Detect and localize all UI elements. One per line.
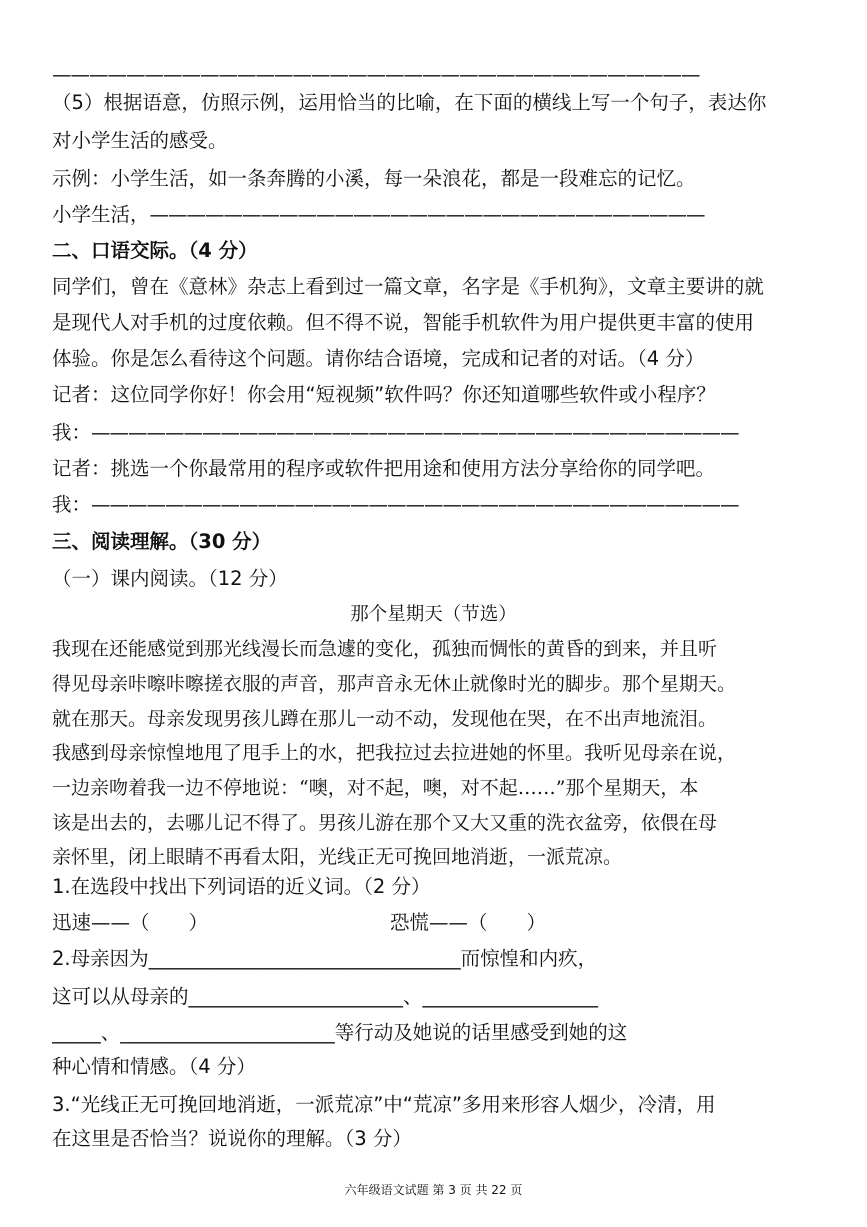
question-2-line-4: 种心情和情感。（4 分） [52, 1055, 256, 1078]
section-2-paragraph-line-2: 是现代人对手机的过度依赖。但不得不说，智能手机软件为用户提供更丰富的使用 [52, 311, 755, 334]
answer-rule: —————————————————————————————— [149, 203, 705, 226]
passage-line: 一边亲吻着我一边不停地说：“噢，对不起，噢，对不起……”那个星期天，本 [52, 777, 699, 799]
question-3-line-2: 在这里是否恰当？说说你的理解。（3 分） [52, 1127, 412, 1150]
my-answer-1-rule: ——————————————————————————————————— [91, 421, 739, 444]
my-answer-2-rule: ——————————————————————————————————— [91, 493, 739, 516]
section-2-paragraph-line-3: 体验。你是怎么看待这个问题。请你结合语境，完成和记者的对话。（4 分） [52, 347, 705, 370]
passage-line: 得见母亲咔嚓咔嚓搓衣服的声音，那声音永无休止就像时光的脚步。那个星期天。 [52, 673, 737, 695]
question-5-line-1: （5）根据语意，仿照示例，运用恰当的比喻，在下面的横线上写一个句子，表达你 [52, 91, 767, 114]
answer-line [52, 202, 817, 228]
my-answer-2-prefix: 我： [52, 493, 92, 516]
my-answer-1-prefix: 我： [52, 421, 92, 444]
passage-line: 我现在还能感觉到那光线漫长而急遽的变化，孤独而惆怅的黄昏的到来，并且听 [52, 638, 718, 660]
section-3-heading: 三、阅读理解。（30 分） [52, 530, 272, 553]
my-answer-1 [52, 420, 817, 446]
example-sentence: 示例：小学生活，如一条奔腾的小溪，每一朵浪花，都是一段难忘的记忆。 [52, 167, 696, 190]
reporter-question-1: 记者：这位同学你好！你会用“短视频”软件吗？你还知道哪些软件或小程序？ [52, 383, 716, 406]
passage-line: 我感到母亲惊惶地甩了甩手上的水，把我拉过去拉进她的怀里。我听见母亲在说， [52, 742, 737, 764]
passage-line: 亲怀里，闭上眼睛不再看太阳，光线正无可挽回地消逝，一派荒凉。 [52, 846, 623, 868]
passage-title: 那个星期天（节选） [350, 604, 517, 625]
question-1: 1.在选段中找出下列词语的近义词。（2 分） [52, 875, 431, 898]
answer-prefix: 小学生活， [52, 203, 150, 226]
passage-line: 就在那天。母亲发现男孩儿蹲在那儿一动不动，发现他在哭，在不出声地流泪。 [52, 708, 718, 730]
reporter-question-2: 记者：挑选一个你最常用的程序或软件把用途和使用方法分享给你的同学吧。 [52, 457, 716, 480]
passage-line: 该是出去的，去哪儿记不得了。男孩儿游在那个又大又重的洗衣盆旁，依偎在母 [52, 812, 718, 834]
my-answer-2 [52, 492, 817, 518]
section-2-paragraph-line-1: 同学们，曾在《意林》杂志上看到过一篇文章，名字是《手机狗》，文章主要讲的就 [52, 275, 764, 298]
question-2-line-3: _____、______________________等行动及她说的话里感受到她的这 [52, 1021, 628, 1044]
top-answer-rule: ——————————————————————————————————— [52, 63, 700, 86]
page-footer: 六年级语文试题 第 3 页 共 22 页 [344, 1183, 523, 1197]
section-2-heading: 二、口语交际。（4 分） [52, 239, 258, 262]
section-3-subheading: （一）课内阅读。（12 分） [52, 567, 288, 590]
question-3-line-1: 3.“光线正无可挽回地消逝，一派荒凉”中“荒凉”多用来形容人烟少，冷清，用 [52, 1093, 716, 1116]
synonym-blank-quick: 迅速——（ ） [52, 911, 209, 934]
question-2-line-2: 这可以从母亲的______________________、__________________ [52, 985, 599, 1008]
question-2-line-1: 2.母亲因为________________________________而惊惶和内疚， [52, 947, 598, 970]
synonym-blank-panic: 恐慌——（ ） [390, 911, 547, 934]
question-5-line-2: 对小学生活的感受。 [52, 129, 228, 152]
